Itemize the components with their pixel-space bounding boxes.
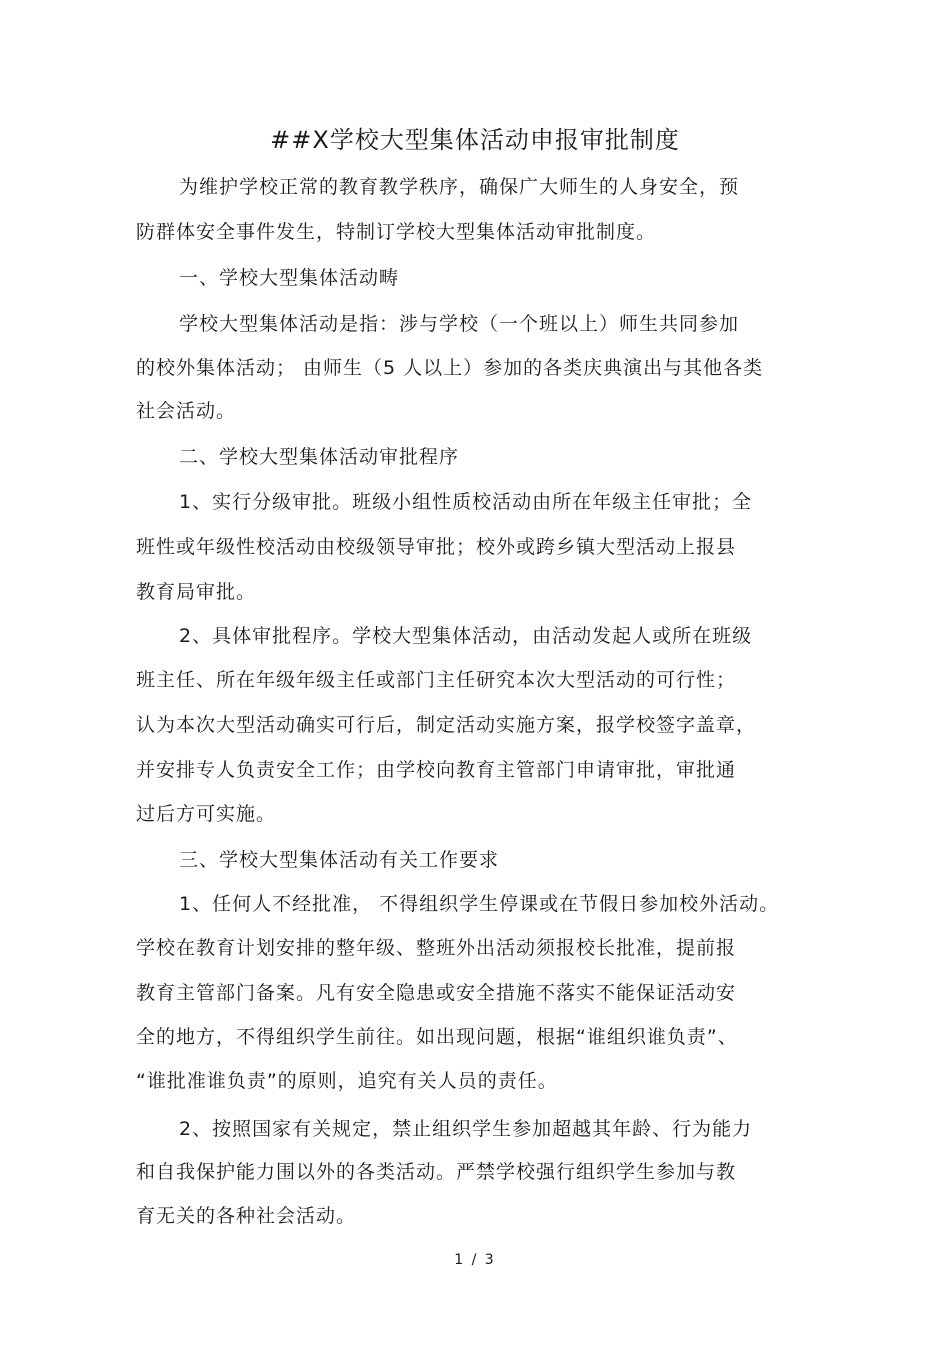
section-3-item-1-line-3: 教育主管部门备案。凡有安全隐患或安全措施不落实不能保证活动安 — [136, 982, 737, 1004]
section-3-item-2-line-3: 育无关的各种社会活动。 — [136, 1205, 357, 1227]
section-2-item-2-line-1: 2、具体审批程序。学校大型集体活动，由活动发起人或所在班级 — [179, 625, 753, 647]
section-3-item-1-line-2: 学校在教育计划安排的整年级、整班外出活动须报校长批准，提前报 — [136, 937, 737, 959]
section-3-heading: 三、学校大型集体活动有关工作要求 — [179, 849, 500, 871]
section-3-item-1-line-4: 全的地方，不得组织学生前往。如出现问题，根据“谁组织谁负责”、 — [136, 1026, 738, 1048]
section-2-item-2-line-4: 并安排专人负责安全工作；由学校向教育主管部门申请审批，审批通 — [136, 759, 737, 781]
section-2-item-1-line-1: 1、实行分级审批。班级小组性质校活动由所在年级主任审批；全 — [179, 491, 753, 513]
page-number: 1 / 3 — [454, 1252, 496, 1268]
section-1-body-line-1: 学校大型集体活动是指：涉与学校（一个班以上）师生共同参加 — [179, 313, 740, 335]
document-title: ##X学校大型集体活动申报审批制度 — [270, 126, 680, 154]
section-2-item-2-line-2: 班主任、所在年级年级主任或部门主任研究本次大型活动的可行性； — [136, 669, 737, 691]
section-2-heading: 二、学校大型集体活动审批程序 — [179, 446, 460, 468]
intro-line-2: 防群体安全事件发生，特制订学校大型集体活动审批制度。 — [136, 221, 657, 243]
section-3-item-1-line-1: 1、任何人不经批准， 不得组织学生停课或在节假日参加校外活动。 — [179, 893, 780, 915]
section-1-body-line-3: 社会活动。 — [136, 400, 237, 422]
section-3-item-2-line-2: 和自我保护能力围以外的各类活动。严禁学校强行组织学生参加与教 — [136, 1161, 737, 1183]
section-2-item-1-line-2: 班性或年级性校活动由校级领导审批；校外或跨乡镇大型活动上报县 — [136, 536, 737, 558]
section-2-item-1-line-3: 教育局审批。 — [136, 581, 257, 603]
section-2-item-2-line-5: 过后方可实施。 — [136, 803, 277, 825]
section-1-heading: 一、学校大型集体活动畴 — [179, 267, 400, 289]
section-3-item-1-line-5: “谁批准谁负责”的原则，追究有关人员的责任。 — [136, 1070, 558, 1092]
intro-line-1: 为维护学校正常的教育教学秩序，确保广大师生的人身安全，预 — [179, 176, 740, 198]
section-3-item-2-line-1: 2、按照国家有关规定，禁止组织学生参加超越其年龄、行为能力 — [179, 1118, 753, 1140]
section-1-body-line-2: 的校外集体活动； 由师生（5 人以上）参加的各类庆典演出与其他各类 — [136, 357, 764, 379]
section-2-item-2-line-3: 认为本次大型活动确实可行后，制定活动实施方案，报学校签字盖章， — [136, 714, 757, 736]
